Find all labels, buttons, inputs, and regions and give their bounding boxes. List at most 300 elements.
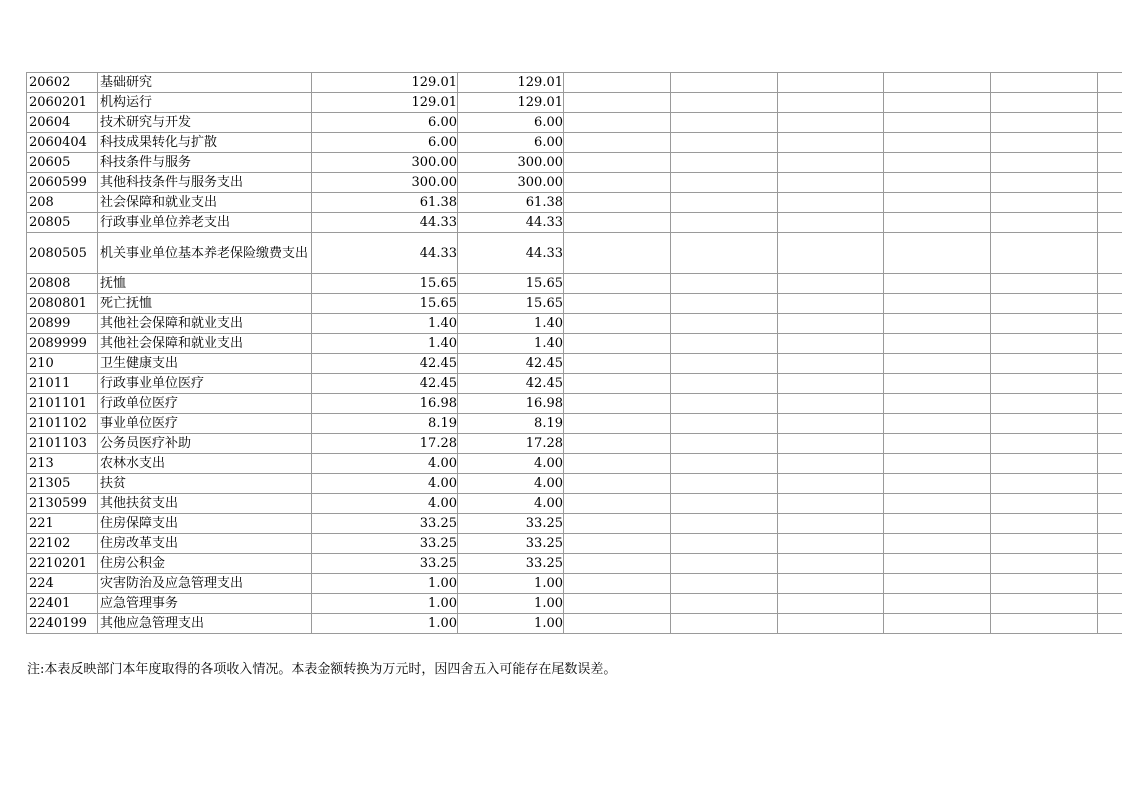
subject-code-cell: 2060404 — [27, 133, 98, 153]
table-row — [27, 614, 1122, 634]
empty-cell — [778, 574, 884, 594]
empty-cell — [1098, 534, 1122, 554]
empty-cell — [671, 314, 778, 334]
empty-cell — [564, 274, 671, 294]
subject-name-cell: 其他社会保障和就业支出 — [98, 314, 312, 334]
subject-code-cell: 20808 — [27, 274, 98, 294]
subject-code-cell: 22102 — [27, 534, 98, 554]
empty-cell — [671, 454, 778, 474]
fiscal-allocation-cell: 1.40 — [458, 334, 564, 354]
empty-cell — [884, 574, 991, 594]
subject-name-cell: 行政事业单位养老支出 — [98, 213, 312, 233]
empty-cell — [884, 474, 991, 494]
table-row — [27, 93, 1122, 113]
empty-cell — [884, 594, 991, 614]
empty-cell — [671, 574, 778, 594]
fiscal-allocation-cell: 33.25 — [458, 534, 564, 554]
empty-cell — [564, 534, 671, 554]
empty-cell — [671, 434, 778, 454]
total-income-cell: 4.00 — [312, 474, 458, 494]
subject-name-cell: 扶贫 — [98, 474, 312, 494]
empty-cell — [884, 314, 991, 334]
empty-cell — [884, 274, 991, 294]
subject-name-cell: 社会保障和就业支出 — [98, 193, 312, 213]
empty-cell — [1098, 434, 1122, 454]
empty-cell — [778, 454, 884, 474]
empty-cell — [671, 73, 778, 93]
subject-name-cell: 灾害防治及应急管理支出 — [98, 574, 312, 594]
subject-code-cell: 2240199 — [27, 614, 98, 634]
subject-code-cell: 2089999 — [27, 334, 98, 354]
empty-cell — [671, 474, 778, 494]
subject-code-cell: 221 — [27, 514, 98, 534]
empty-cell — [671, 414, 778, 434]
empty-cell — [1098, 153, 1122, 173]
subject-name-cell: 行政单位医疗 — [98, 394, 312, 414]
empty-cell — [778, 73, 884, 93]
empty-cell — [991, 614, 1098, 634]
subject-name-cell: 农林水支出 — [98, 454, 312, 474]
empty-cell — [564, 173, 671, 193]
empty-cell — [564, 434, 671, 454]
empty-cell — [991, 334, 1098, 354]
empty-cell — [778, 514, 884, 534]
empty-cell — [884, 394, 991, 414]
total-income-cell: 1.40 — [312, 334, 458, 354]
empty-cell — [1098, 414, 1122, 434]
empty-cell — [671, 534, 778, 554]
empty-cell — [991, 394, 1098, 414]
fiscal-allocation-cell: 42.45 — [458, 354, 564, 374]
fiscal-allocation-cell: 33.25 — [458, 514, 564, 534]
empty-cell — [778, 93, 884, 113]
subject-code-cell: 20604 — [27, 113, 98, 133]
empty-cell — [884, 213, 991, 233]
empty-cell — [991, 374, 1098, 394]
empty-cell — [884, 153, 991, 173]
total-income-cell: 1.00 — [312, 614, 458, 634]
total-income-cell: 44.33 — [312, 233, 458, 274]
subject-name-cell: 机构运行 — [98, 93, 312, 113]
total-income-cell: 33.25 — [312, 554, 458, 574]
total-income-cell: 1.00 — [312, 574, 458, 594]
table-row — [27, 314, 1122, 334]
total-income-cell: 15.65 — [312, 274, 458, 294]
subject-code-cell: 210 — [27, 354, 98, 374]
empty-cell — [991, 294, 1098, 314]
empty-cell — [884, 113, 991, 133]
empty-cell — [991, 274, 1098, 294]
table-row — [27, 534, 1122, 554]
empty-cell — [1098, 474, 1122, 494]
empty-cell — [1098, 554, 1122, 574]
subject-name-cell: 行政事业单位医疗 — [98, 374, 312, 394]
empty-cell — [564, 594, 671, 614]
empty-cell — [1098, 354, 1122, 374]
empty-cell — [778, 193, 884, 213]
empty-cell — [778, 614, 884, 634]
empty-cell — [991, 414, 1098, 434]
empty-cell — [778, 314, 884, 334]
table-row — [27, 454, 1122, 474]
empty-cell — [991, 213, 1098, 233]
table-row — [27, 334, 1122, 354]
subject-code-cell: 2060599 — [27, 173, 98, 193]
subject-code-cell: 2101103 — [27, 434, 98, 454]
fiscal-allocation-cell: 4.00 — [458, 494, 564, 514]
empty-cell — [991, 594, 1098, 614]
total-income-cell: 16.98 — [312, 394, 458, 414]
empty-cell — [1098, 514, 1122, 534]
subject-name-cell: 科技条件与服务 — [98, 153, 312, 173]
empty-cell — [1098, 93, 1122, 113]
total-income-cell: 129.01 — [312, 93, 458, 113]
subject-code-cell: 2080801 — [27, 294, 98, 314]
empty-cell — [671, 494, 778, 514]
empty-cell — [1098, 574, 1122, 594]
subject-name-cell: 公务员医疗补助 — [98, 434, 312, 454]
empty-cell — [564, 494, 671, 514]
empty-cell — [778, 133, 884, 153]
subject-code-cell: 2130599 — [27, 494, 98, 514]
empty-cell — [884, 93, 991, 113]
empty-cell — [884, 434, 991, 454]
total-income-cell: 42.45 — [312, 374, 458, 394]
fiscal-allocation-cell: 6.00 — [458, 113, 564, 133]
empty-cell — [991, 534, 1098, 554]
empty-cell — [1098, 233, 1122, 274]
subject-code-cell: 20805 — [27, 213, 98, 233]
subject-name-cell: 抚恤 — [98, 274, 312, 294]
table-body — [27, 73, 1122, 634]
empty-cell — [564, 334, 671, 354]
subject-code-cell: 21305 — [27, 474, 98, 494]
subject-name-cell: 技术研究与开发 — [98, 113, 312, 133]
empty-cell — [778, 113, 884, 133]
table-row — [27, 113, 1122, 133]
total-income-cell: 61.38 — [312, 193, 458, 213]
empty-cell — [991, 233, 1098, 274]
fiscal-allocation-cell: 300.00 — [458, 173, 564, 193]
empty-cell — [671, 614, 778, 634]
table-row — [27, 193, 1122, 213]
empty-cell — [884, 554, 991, 574]
empty-cell — [991, 474, 1098, 494]
empty-cell — [884, 514, 991, 534]
empty-cell — [778, 474, 884, 494]
empty-cell — [1098, 494, 1122, 514]
subject-name-cell: 科技成果转化与扩散 — [98, 133, 312, 153]
fiscal-allocation-cell: 42.45 — [458, 374, 564, 394]
empty-cell — [991, 153, 1098, 173]
total-income-cell: 4.00 — [312, 454, 458, 474]
table-row — [27, 574, 1122, 594]
empty-cell — [564, 73, 671, 93]
table-row — [27, 374, 1122, 394]
table-footnote: 注:本表反映部门本年度取得的各项收入情况。本表金额转换为万元时，因四舍五入可能存在尾数误差。 — [27, 662, 617, 677]
empty-cell — [564, 153, 671, 173]
subject-code-cell: 21011 — [27, 374, 98, 394]
subject-code-cell: 2101102 — [27, 414, 98, 434]
empty-cell — [564, 454, 671, 474]
table-row — [27, 233, 1122, 274]
empty-cell — [991, 73, 1098, 93]
table-row — [27, 494, 1122, 514]
table-row — [27, 594, 1122, 614]
fiscal-allocation-cell: 129.01 — [458, 73, 564, 93]
empty-cell — [671, 153, 778, 173]
empty-cell — [778, 434, 884, 454]
empty-cell — [991, 494, 1098, 514]
empty-cell — [778, 334, 884, 354]
empty-cell — [671, 133, 778, 153]
empty-cell — [778, 213, 884, 233]
subject-code-cell: 2210201 — [27, 554, 98, 574]
empty-cell — [671, 374, 778, 394]
empty-cell — [991, 574, 1098, 594]
subject-code-cell: 20899 — [27, 314, 98, 334]
empty-cell — [884, 494, 991, 514]
subject-code-cell: 213 — [27, 454, 98, 474]
empty-cell — [991, 434, 1098, 454]
empty-cell — [1098, 294, 1122, 314]
empty-cell — [671, 514, 778, 534]
empty-cell — [884, 193, 991, 213]
table-row — [27, 213, 1122, 233]
table-row — [27, 354, 1122, 374]
empty-cell — [1098, 73, 1122, 93]
empty-cell — [671, 173, 778, 193]
empty-cell — [991, 93, 1098, 113]
empty-cell — [884, 454, 991, 474]
total-income-cell: 300.00 — [312, 173, 458, 193]
empty-cell — [884, 374, 991, 394]
total-income-cell: 42.45 — [312, 354, 458, 374]
empty-cell — [1098, 314, 1122, 334]
empty-cell — [991, 454, 1098, 474]
total-income-cell: 6.00 — [312, 133, 458, 153]
empty-cell — [1098, 133, 1122, 153]
budget-sheet — [26, 72, 1096, 634]
empty-cell — [671, 193, 778, 213]
empty-cell — [1098, 594, 1122, 614]
total-income-cell: 300.00 — [312, 153, 458, 173]
empty-cell — [778, 494, 884, 514]
empty-cell — [1098, 173, 1122, 193]
fiscal-allocation-cell: 1.00 — [458, 614, 564, 634]
empty-cell — [884, 294, 991, 314]
empty-cell — [778, 534, 884, 554]
empty-cell — [1098, 274, 1122, 294]
empty-cell — [884, 133, 991, 153]
fiscal-allocation-cell: 129.01 — [458, 93, 564, 113]
fiscal-allocation-cell: 15.65 — [458, 274, 564, 294]
empty-cell — [671, 113, 778, 133]
empty-cell — [991, 133, 1098, 153]
empty-cell — [671, 394, 778, 414]
empty-cell — [671, 93, 778, 113]
empty-cell — [564, 474, 671, 494]
empty-cell — [564, 574, 671, 594]
empty-cell — [884, 73, 991, 93]
subject-name-cell: 死亡抚恤 — [98, 294, 312, 314]
empty-cell — [991, 354, 1098, 374]
subject-code-cell: 2101101 — [27, 394, 98, 414]
total-income-cell: 1.40 — [312, 314, 458, 334]
empty-cell — [671, 334, 778, 354]
table-row — [27, 274, 1122, 294]
empty-cell — [671, 294, 778, 314]
empty-cell — [991, 554, 1098, 574]
empty-cell — [778, 414, 884, 434]
empty-cell — [564, 414, 671, 434]
empty-cell — [564, 514, 671, 534]
subject-name-cell: 其他应急管理支出 — [98, 614, 312, 634]
empty-cell — [564, 554, 671, 574]
empty-cell — [671, 554, 778, 574]
total-income-cell: 44.33 — [312, 213, 458, 233]
total-income-cell: 4.00 — [312, 494, 458, 514]
empty-cell — [884, 414, 991, 434]
total-income-cell: 8.19 — [312, 414, 458, 434]
fiscal-allocation-cell: 6.00 — [458, 133, 564, 153]
empty-cell — [564, 314, 671, 334]
empty-cell — [778, 374, 884, 394]
empty-cell — [564, 213, 671, 233]
empty-cell — [1098, 113, 1122, 133]
empty-cell — [564, 394, 671, 414]
table-row — [27, 554, 1122, 574]
empty-cell — [991, 113, 1098, 133]
empty-cell — [778, 173, 884, 193]
income-table — [26, 72, 1122, 634]
fiscal-allocation-cell: 17.28 — [458, 434, 564, 454]
empty-cell — [991, 314, 1098, 334]
subject-code-cell: 20602 — [27, 73, 98, 93]
empty-cell — [1098, 614, 1122, 634]
subject-name-cell: 其他科技条件与服务支出 — [98, 173, 312, 193]
table-row — [27, 173, 1122, 193]
subject-name-cell: 应急管理事务 — [98, 594, 312, 614]
empty-cell — [564, 93, 671, 113]
empty-cell — [884, 173, 991, 193]
subject-name-cell: 其他社会保障和就业支出 — [98, 334, 312, 354]
empty-cell — [1098, 374, 1122, 394]
empty-cell — [564, 233, 671, 274]
table-row — [27, 474, 1122, 494]
empty-cell — [884, 534, 991, 554]
empty-cell — [564, 354, 671, 374]
fiscal-allocation-cell: 8.19 — [458, 414, 564, 434]
empty-cell — [564, 113, 671, 133]
total-income-cell: 15.65 — [312, 294, 458, 314]
fiscal-allocation-cell: 44.33 — [458, 213, 564, 233]
subject-name-cell: 事业单位医疗 — [98, 414, 312, 434]
subject-name-cell: 机关事业单位基本养老保险缴费支出 — [98, 233, 312, 274]
total-income-cell: 33.25 — [312, 534, 458, 554]
total-income-cell: 33.25 — [312, 514, 458, 534]
subject-name-cell: 其他扶贫支出 — [98, 494, 312, 514]
empty-cell — [564, 133, 671, 153]
fiscal-allocation-cell: 15.65 — [458, 294, 564, 314]
empty-cell — [778, 554, 884, 574]
subject-code-cell: 22401 — [27, 594, 98, 614]
empty-cell — [778, 233, 884, 274]
fiscal-allocation-cell: 300.00 — [458, 153, 564, 173]
subject-name-cell: 卫生健康支出 — [98, 354, 312, 374]
total-income-cell: 1.00 — [312, 594, 458, 614]
empty-cell — [778, 274, 884, 294]
subject-name-cell: 住房公积金 — [98, 554, 312, 574]
empty-cell — [564, 614, 671, 634]
subject-name-cell: 住房改革支出 — [98, 534, 312, 554]
total-income-cell: 17.28 — [312, 434, 458, 454]
empty-cell — [671, 594, 778, 614]
table-row — [27, 133, 1122, 153]
table-row — [27, 73, 1122, 93]
empty-cell — [884, 233, 991, 274]
subject-code-cell: 2060201 — [27, 93, 98, 113]
subject-name-cell: 基础研究 — [98, 73, 312, 93]
empty-cell — [991, 514, 1098, 534]
fiscal-allocation-cell: 1.00 — [458, 574, 564, 594]
empty-cell — [564, 294, 671, 314]
empty-cell — [778, 394, 884, 414]
empty-cell — [778, 594, 884, 614]
empty-cell — [778, 354, 884, 374]
empty-cell — [884, 334, 991, 354]
subject-name-cell: 住房保障支出 — [98, 514, 312, 534]
empty-cell — [1098, 334, 1122, 354]
empty-cell — [884, 354, 991, 374]
empty-cell — [564, 374, 671, 394]
empty-cell — [1098, 394, 1122, 414]
empty-cell — [671, 233, 778, 274]
fiscal-allocation-cell: 1.00 — [458, 594, 564, 614]
total-income-cell: 129.01 — [312, 73, 458, 93]
subject-code-cell: 208 — [27, 193, 98, 213]
fiscal-allocation-cell: 1.40 — [458, 314, 564, 334]
table-row — [27, 514, 1122, 534]
empty-cell — [671, 213, 778, 233]
fiscal-allocation-cell: 33.25 — [458, 554, 564, 574]
empty-cell — [778, 153, 884, 173]
fiscal-allocation-cell: 4.00 — [458, 474, 564, 494]
empty-cell — [1098, 213, 1122, 233]
empty-cell — [778, 294, 884, 314]
empty-cell — [1098, 454, 1122, 474]
empty-cell — [991, 193, 1098, 213]
fiscal-allocation-cell: 4.00 — [458, 454, 564, 474]
fiscal-allocation-cell: 61.38 — [458, 193, 564, 213]
empty-cell — [671, 354, 778, 374]
table-row — [27, 294, 1122, 314]
subject-code-cell: 224 — [27, 574, 98, 594]
total-income-cell: 6.00 — [312, 113, 458, 133]
table-row — [27, 153, 1122, 173]
table-row — [27, 394, 1122, 414]
subject-code-cell: 2080505 — [27, 233, 98, 274]
fiscal-allocation-cell: 16.98 — [458, 394, 564, 414]
empty-cell — [884, 614, 991, 634]
subject-code-cell: 20605 — [27, 153, 98, 173]
empty-cell — [991, 173, 1098, 193]
empty-cell — [564, 193, 671, 213]
table-row — [27, 434, 1122, 454]
table-row — [27, 414, 1122, 434]
empty-cell — [1098, 193, 1122, 213]
fiscal-allocation-cell: 44.33 — [458, 233, 564, 274]
